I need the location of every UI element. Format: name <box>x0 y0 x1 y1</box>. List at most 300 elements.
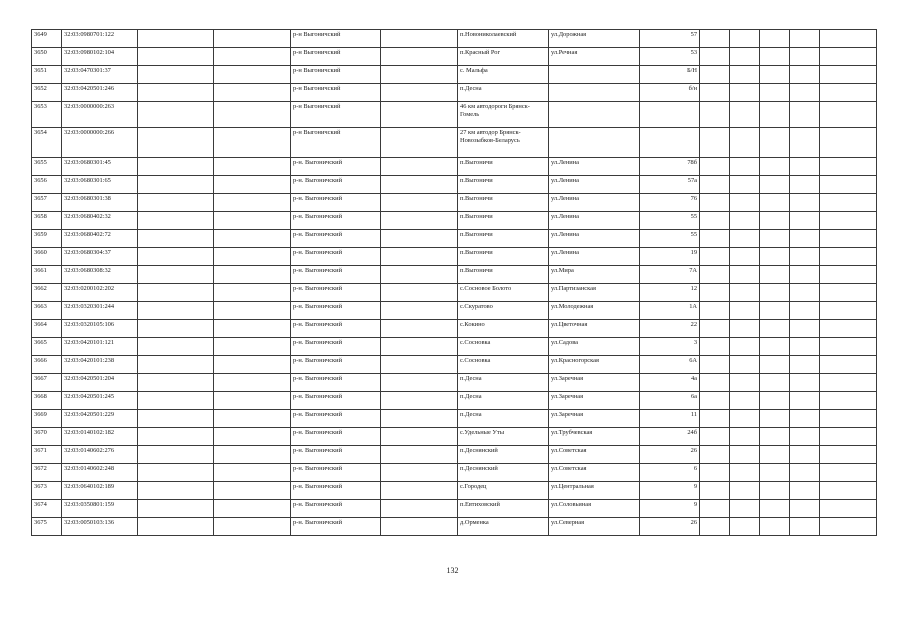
empty-cell <box>820 48 877 66</box>
empty-cell <box>700 84 730 102</box>
empty-cell <box>790 482 820 500</box>
row-number-cell: 3654 <box>32 128 62 158</box>
empty-cell <box>790 518 820 536</box>
empty-cell <box>820 66 877 84</box>
empty-cell <box>138 500 214 518</box>
empty-cell <box>700 230 730 248</box>
empty-cell <box>138 338 214 356</box>
street-cell: ул.Трубчевская <box>549 428 640 446</box>
empty-cell <box>700 102 730 128</box>
row-number-cell: 3657 <box>32 194 62 212</box>
district-cell: р-н. Выгоничский <box>291 482 381 500</box>
empty-cell <box>760 248 790 266</box>
empty-cell <box>760 30 790 48</box>
locality-cell: с. Мальфа <box>458 66 549 84</box>
empty-cell <box>790 194 820 212</box>
empty-cell <box>700 248 730 266</box>
empty-cell <box>381 66 458 84</box>
empty-cell <box>760 128 790 158</box>
row-number-cell: 3652 <box>32 84 62 102</box>
empty-cell <box>760 410 790 428</box>
empty-cell <box>790 128 820 158</box>
row-number-cell: 3664 <box>32 320 62 338</box>
empty-cell <box>138 176 214 194</box>
row-number-cell: 3653 <box>32 102 62 128</box>
district-cell: р-н. Выгоничский <box>291 212 381 230</box>
empty-cell <box>790 374 820 392</box>
empty-cell <box>730 158 760 176</box>
empty-cell <box>214 30 291 48</box>
locality-cell: д.Орменка <box>458 518 549 536</box>
table-row <box>32 212 877 230</box>
street-cell <box>549 102 640 128</box>
empty-cell <box>730 66 760 84</box>
district-cell: р-н Выгоничский <box>291 84 381 102</box>
empty-cell <box>730 464 760 482</box>
empty-cell <box>730 102 760 128</box>
empty-cell <box>700 518 730 536</box>
empty-cell <box>138 248 214 266</box>
empty-cell <box>700 30 730 48</box>
cadastral-number-cell: 32:03:0680301:45 <box>62 158 138 176</box>
empty-cell <box>381 428 458 446</box>
empty-cell <box>381 194 458 212</box>
street-cell: ул.Ленина <box>549 230 640 248</box>
district-cell: р-н. Выгоничский <box>291 410 381 428</box>
row-number-cell: 3659 <box>32 230 62 248</box>
house-number-cell: 11 <box>640 410 700 428</box>
empty-cell <box>790 338 820 356</box>
empty-cell <box>760 158 790 176</box>
street-cell <box>549 128 640 158</box>
empty-cell <box>381 30 458 48</box>
cadastral-number-cell: 32:03:0000000:263 <box>62 102 138 128</box>
empty-cell <box>730 230 760 248</box>
locality-cell: п.Выгоничи <box>458 248 549 266</box>
house-number-cell: б/н <box>640 84 700 102</box>
empty-cell <box>381 284 458 302</box>
empty-cell <box>214 194 291 212</box>
street-cell: ул.Красногорская <box>549 356 640 374</box>
empty-cell <box>214 48 291 66</box>
empty-cell <box>790 66 820 84</box>
cadastral-number-cell: 32:03:0420101:121 <box>62 338 138 356</box>
row-number-cell: 3663 <box>32 302 62 320</box>
house-number-cell: 6А <box>640 356 700 374</box>
empty-cell <box>381 374 458 392</box>
empty-cell <box>214 428 291 446</box>
empty-cell <box>138 356 214 374</box>
empty-cell <box>820 158 877 176</box>
empty-cell <box>214 338 291 356</box>
locality-cell: с.Сосновка <box>458 338 549 356</box>
empty-cell <box>700 48 730 66</box>
empty-cell <box>381 266 458 284</box>
cadastral-number-cell: 32:03:0000000:266 <box>62 128 138 158</box>
empty-cell <box>381 338 458 356</box>
table-row <box>32 374 877 392</box>
empty-cell <box>760 194 790 212</box>
empty-cell <box>790 212 820 230</box>
cadastral-number-cell: 32:03:0140602:276 <box>62 446 138 464</box>
street-cell: ул.Ленина <box>549 158 640 176</box>
empty-cell <box>790 102 820 128</box>
house-number-cell: 4а <box>640 374 700 392</box>
empty-cell <box>138 66 214 84</box>
row-number-cell: 3675 <box>32 518 62 536</box>
empty-cell <box>700 356 730 374</box>
cadastral-number-cell: 32:03:0420501:229 <box>62 410 138 428</box>
empty-cell <box>138 392 214 410</box>
house-number-cell: 26 <box>640 446 700 464</box>
row-number-cell: 3650 <box>32 48 62 66</box>
empty-cell <box>790 500 820 518</box>
cadastral-number-cell: 32:03:0680402:72 <box>62 230 138 248</box>
table-row <box>32 302 877 320</box>
street-cell: ул.Ленина <box>549 194 640 212</box>
locality-cell: с.Удельные Уты <box>458 428 549 446</box>
empty-cell <box>138 212 214 230</box>
empty-cell <box>730 374 760 392</box>
empty-cell <box>700 392 730 410</box>
empty-cell <box>760 212 790 230</box>
district-cell: р-н. Выгоничский <box>291 320 381 338</box>
empty-cell <box>138 84 214 102</box>
empty-cell <box>700 194 730 212</box>
empty-cell <box>214 446 291 464</box>
empty-cell <box>760 66 790 84</box>
empty-cell <box>381 158 458 176</box>
row-number-cell: 3661 <box>32 266 62 284</box>
empty-cell <box>730 482 760 500</box>
cadastral-number-cell: 32:03:0980102:104 <box>62 48 138 66</box>
empty-cell <box>790 446 820 464</box>
empty-cell <box>790 464 820 482</box>
empty-cell <box>760 320 790 338</box>
empty-cell <box>700 158 730 176</box>
empty-cell <box>760 464 790 482</box>
empty-cell <box>760 266 790 284</box>
empty-cell <box>138 446 214 464</box>
empty-cell <box>820 230 877 248</box>
district-cell: р-н. Выгоничский <box>291 194 381 212</box>
table-row <box>32 230 877 248</box>
street-cell: ул.Соловьиная <box>549 500 640 518</box>
district-cell: р-н. Выгоничский <box>291 464 381 482</box>
empty-cell <box>381 84 458 102</box>
empty-cell <box>820 500 877 518</box>
empty-cell <box>820 102 877 128</box>
empty-cell <box>700 482 730 500</box>
empty-cell <box>790 84 820 102</box>
empty-cell <box>214 374 291 392</box>
table-row <box>32 482 877 500</box>
empty-cell <box>214 248 291 266</box>
row-number-cell: 3673 <box>32 482 62 500</box>
empty-cell <box>730 518 760 536</box>
empty-cell <box>820 428 877 446</box>
empty-cell <box>790 176 820 194</box>
district-cell: р-н. Выгоничский <box>291 284 381 302</box>
empty-cell <box>730 500 760 518</box>
street-cell: ул.Дорожная <box>549 30 640 48</box>
empty-cell <box>760 428 790 446</box>
cadastral-number-cell: 32:03:0050103:136 <box>62 518 138 536</box>
empty-cell <box>760 230 790 248</box>
house-number-cell: 55 <box>640 230 700 248</box>
house-number-cell: 7А <box>640 266 700 284</box>
district-cell: р-н. Выгоничский <box>291 248 381 266</box>
street-cell: ул.Мира <box>549 266 640 284</box>
empty-cell <box>820 30 877 48</box>
house-number-cell: 6а <box>640 392 700 410</box>
empty-cell <box>730 212 760 230</box>
empty-cell <box>214 284 291 302</box>
house-number-cell: 78б <box>640 158 700 176</box>
cadastral-number-cell: 32:03:0140102:182 <box>62 428 138 446</box>
empty-cell <box>700 464 730 482</box>
empty-cell <box>214 102 291 128</box>
empty-cell <box>138 230 214 248</box>
house-number-cell: 3 <box>640 338 700 356</box>
empty-cell <box>700 374 730 392</box>
empty-cell <box>700 338 730 356</box>
empty-cell <box>381 128 458 158</box>
district-cell: р-н. Выгоничский <box>291 338 381 356</box>
empty-cell <box>381 176 458 194</box>
table-row <box>32 518 877 536</box>
house-number-cell: 9 <box>640 500 700 518</box>
row-number-cell: 3662 <box>32 284 62 302</box>
table-row <box>32 128 877 158</box>
locality-cell: 46 км автодороги Брянск-Гомель <box>458 102 549 128</box>
empty-cell <box>820 410 877 428</box>
locality-cell: п.Десна <box>458 374 549 392</box>
empty-cell <box>760 482 790 500</box>
house-number-cell <box>640 102 700 128</box>
street-cell: ул.Цветочная <box>549 320 640 338</box>
empty-cell <box>820 338 877 356</box>
empty-cell <box>820 176 877 194</box>
table-row <box>32 30 877 48</box>
table-row <box>32 194 877 212</box>
street-cell: ул.Советская <box>549 446 640 464</box>
empty-cell <box>820 356 877 374</box>
locality-cell: п.Выгоничи <box>458 230 549 248</box>
page-number: 132 <box>446 566 459 575</box>
empty-cell <box>214 302 291 320</box>
street-cell: ул.Северная <box>549 518 640 536</box>
empty-cell <box>381 230 458 248</box>
row-number-cell: 3666 <box>32 356 62 374</box>
empty-cell <box>790 302 820 320</box>
empty-cell <box>381 410 458 428</box>
empty-cell <box>381 212 458 230</box>
empty-cell <box>760 356 790 374</box>
district-cell: р-н. Выгоничский <box>291 428 381 446</box>
table-row <box>32 320 877 338</box>
empty-cell <box>138 30 214 48</box>
house-number-cell: 55 <box>640 212 700 230</box>
district-cell: р-н. Выгоничский <box>291 158 381 176</box>
street-cell: ул.Молодежная <box>549 302 640 320</box>
empty-cell <box>138 266 214 284</box>
empty-cell <box>760 302 790 320</box>
locality-cell: п.Десна <box>458 410 549 428</box>
empty-cell <box>214 230 291 248</box>
table-row <box>32 392 877 410</box>
locality-cell: с.Сосновое Болото <box>458 284 549 302</box>
empty-cell <box>820 194 877 212</box>
house-number-cell: 6 <box>640 464 700 482</box>
empty-cell <box>214 464 291 482</box>
empty-cell <box>214 212 291 230</box>
district-cell: р-н. Выгоничский <box>291 176 381 194</box>
table-row <box>32 248 877 266</box>
empty-cell <box>760 518 790 536</box>
street-cell: ул.Партизанская <box>549 284 640 302</box>
empty-cell <box>381 464 458 482</box>
house-number-cell: Б/Н <box>640 66 700 84</box>
street-cell <box>549 84 640 102</box>
empty-cell <box>700 66 730 84</box>
cadastral-number-cell: 32:03:0320105:106 <box>62 320 138 338</box>
empty-cell <box>214 66 291 84</box>
empty-cell <box>381 48 458 66</box>
empty-cell <box>381 320 458 338</box>
locality-cell: п.Выгоничи <box>458 266 549 284</box>
empty-cell <box>138 102 214 128</box>
empty-cell <box>730 30 760 48</box>
locality-cell: п.Выгоничи <box>458 176 549 194</box>
empty-cell <box>214 320 291 338</box>
row-number-cell: 3667 <box>32 374 62 392</box>
empty-cell <box>381 356 458 374</box>
row-number-cell: 3671 <box>32 446 62 464</box>
district-cell: р-н. Выгоничский <box>291 230 381 248</box>
empty-cell <box>820 482 877 500</box>
table-row <box>32 266 877 284</box>
empty-cell <box>138 518 214 536</box>
empty-cell <box>138 320 214 338</box>
street-cell: ул.Ленина <box>549 176 640 194</box>
district-cell: р-н. Выгоничский <box>291 266 381 284</box>
house-number-cell: 57 <box>640 30 700 48</box>
table-row <box>32 48 877 66</box>
table-row <box>32 464 877 482</box>
empty-cell <box>730 338 760 356</box>
empty-cell <box>820 464 877 482</box>
locality-cell: п.Деснянский <box>458 464 549 482</box>
cadastral-number-cell: 32:03:0680301:65 <box>62 176 138 194</box>
district-cell: р-н. Выгоничский <box>291 500 381 518</box>
empty-cell <box>820 446 877 464</box>
empty-cell <box>214 84 291 102</box>
row-number-cell: 3655 <box>32 158 62 176</box>
empty-cell <box>214 500 291 518</box>
empty-cell <box>700 266 730 284</box>
empty-cell <box>138 374 214 392</box>
cadastral-number-cell: 32:03:0980701:122 <box>62 30 138 48</box>
empty-cell <box>790 410 820 428</box>
property-register-table <box>31 29 877 536</box>
empty-cell <box>790 428 820 446</box>
empty-cell <box>381 302 458 320</box>
empty-cell <box>138 482 214 500</box>
cadastral-number-cell: 32:03:0680304:37 <box>62 248 138 266</box>
empty-cell <box>760 338 790 356</box>
empty-cell <box>138 48 214 66</box>
empty-cell <box>790 320 820 338</box>
empty-cell <box>730 428 760 446</box>
locality-cell: с.Сосновка <box>458 356 549 374</box>
empty-cell <box>214 410 291 428</box>
empty-cell <box>730 446 760 464</box>
empty-cell <box>700 428 730 446</box>
empty-cell <box>820 392 877 410</box>
empty-cell <box>760 84 790 102</box>
empty-cell <box>700 302 730 320</box>
locality-cell: п.Евтиховский <box>458 500 549 518</box>
house-number-cell: 19 <box>640 248 700 266</box>
empty-cell <box>790 248 820 266</box>
row-number-cell: 3660 <box>32 248 62 266</box>
locality-cell: с.Скуратово <box>458 302 549 320</box>
cadastral-number-cell: 32:03:0140602:248 <box>62 464 138 482</box>
cadastral-number-cell: 32:03:0200102:202 <box>62 284 138 302</box>
district-cell: р-н. Выгоничский <box>291 356 381 374</box>
locality-cell: 27 км автодор Брянск-Новозыбков-Беларусь <box>458 128 549 158</box>
table-row <box>32 158 877 176</box>
house-number-cell <box>640 128 700 158</box>
empty-cell <box>730 302 760 320</box>
house-number-cell: 9 <box>640 482 700 500</box>
empty-cell <box>820 518 877 536</box>
empty-cell <box>214 482 291 500</box>
empty-cell <box>138 128 214 158</box>
empty-cell <box>760 284 790 302</box>
empty-cell <box>760 446 790 464</box>
district-cell: р-н Выгоничский <box>291 48 381 66</box>
empty-cell <box>790 230 820 248</box>
empty-cell <box>730 320 760 338</box>
empty-cell <box>214 158 291 176</box>
street-cell: ул.Ленина <box>549 212 640 230</box>
street-cell: ул.Ленина <box>549 248 640 266</box>
empty-cell <box>820 374 877 392</box>
empty-cell <box>730 284 760 302</box>
table-row <box>32 446 877 464</box>
empty-cell <box>138 284 214 302</box>
locality-cell: п.Красный Рог <box>458 48 549 66</box>
table-row <box>32 66 877 84</box>
locality-cell: п.Новониколаевский <box>458 30 549 48</box>
empty-cell <box>730 176 760 194</box>
row-number-cell: 3658 <box>32 212 62 230</box>
table-row <box>32 356 877 374</box>
empty-cell <box>730 194 760 212</box>
empty-cell <box>214 518 291 536</box>
street-cell: ул.Речная <box>549 48 640 66</box>
empty-cell <box>820 266 877 284</box>
district-cell: р-н Выгоничский <box>291 102 381 128</box>
street-cell: ул.Центральная <box>549 482 640 500</box>
table-row <box>32 284 877 302</box>
cadastral-number-cell: 32:03:0350801:159 <box>62 500 138 518</box>
empty-cell <box>730 356 760 374</box>
empty-cell <box>760 392 790 410</box>
row-number-cell: 3672 <box>32 464 62 482</box>
